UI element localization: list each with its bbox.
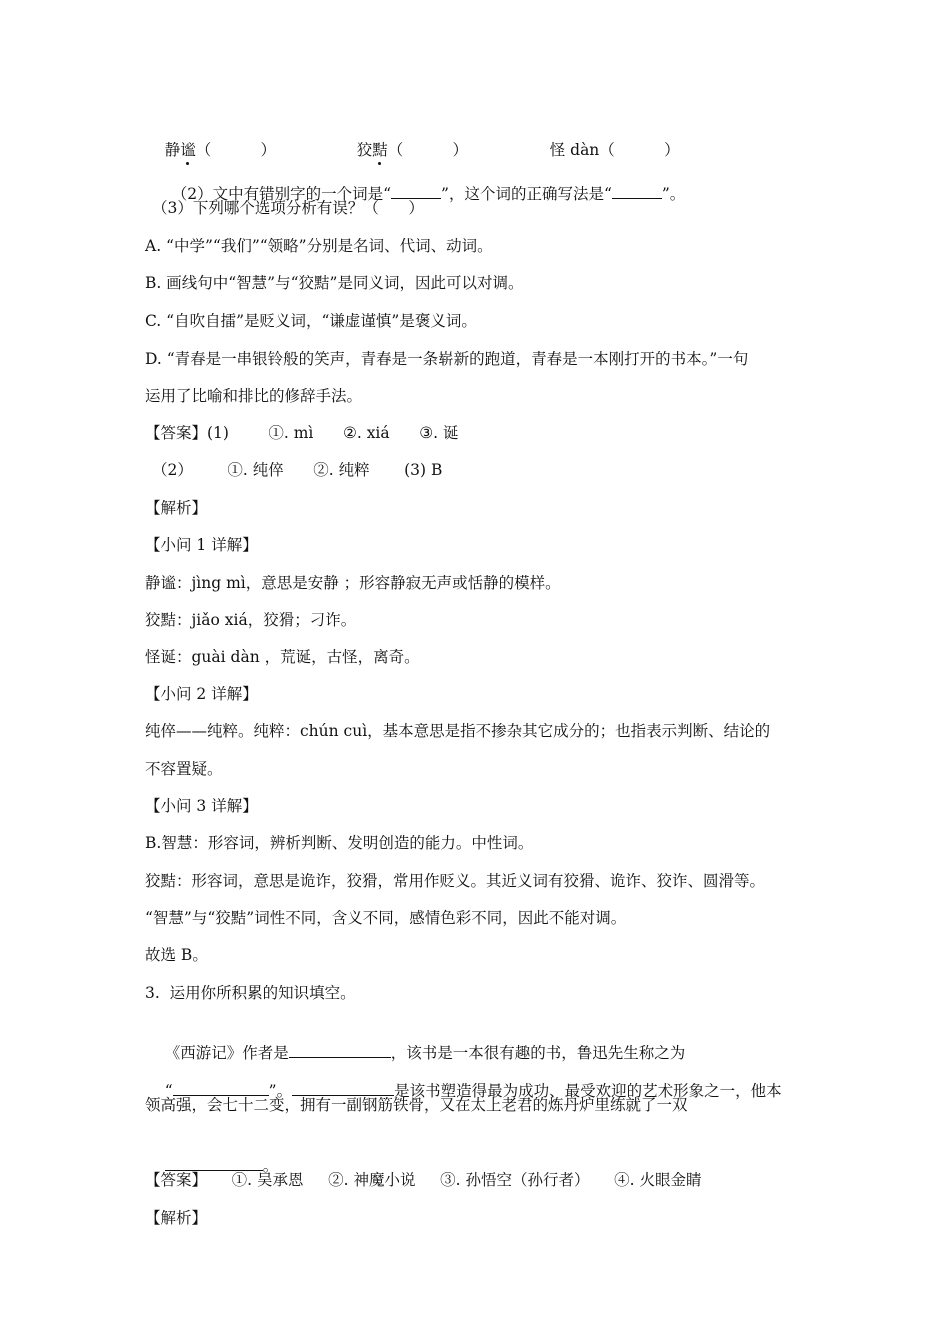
option-d-line2: 运用了比喻和排比的修辞手法。 [145, 387, 363, 405]
sub1-line2: 狡黠：jiǎo xiá，狡猾；刁诈。 [145, 611, 357, 629]
emphasis-dot-char: 黠 [372, 141, 388, 159]
sub2-line1: 纯倅——纯粹。纯粹：chún cuì，基本意思是指不掺杂其它成分的；也指表示判断、结论的 [145, 722, 771, 740]
sub1-label: 【小问 1 详解】 [145, 536, 258, 554]
answer-paren: （ ） [195, 141, 277, 159]
fill-blank [289, 1041, 391, 1058]
option-d-line1: D. “青春是一串银铃般的笑声，青春是一条崭新的跑道，青春是一本刚打开的书本。”一句 [145, 350, 749, 368]
fill-line-4: 。 [145, 1132, 278, 1199]
fill-line-1: 《西游记》作者是 ，该书是一本很有趣的书，鲁迅先生称之为 [145, 1019, 685, 1086]
answer-paren: （ ） [387, 141, 469, 159]
sub3-line2: 狡黠：形容词，意思是诡诈，狡猾，常用作贬义。其近义词有狡猾、诡诈、狡诈、圆滑等。 [145, 872, 766, 890]
option-c: C. “自吹自擂”是贬义词，“谦虚谨慎”是褒义词。 [145, 312, 477, 330]
answer-1-line2: （2） ①. 纯倅 ②. 纯粹 (3) B [152, 461, 443, 479]
analysis-label: 【解析】 [145, 499, 208, 517]
question-3-title: 3. 运用你所积累的知识填空。 [145, 984, 356, 1002]
sub3-line3: “智慧”与“狡黠”词性不同，含义不同，感情色彩不同，因此不能对调。 [145, 909, 627, 927]
emphasis-dot-char: 谧 [180, 141, 196, 159]
pinyin-word-3: 怪 dàn（ ） [549, 141, 680, 159]
sub3-label: 【小问 3 详解】 [145, 797, 258, 815]
sub2-line2: 不容置疑。 [145, 760, 223, 778]
sub2-label: 【小问 2 详解】 [145, 685, 258, 703]
answer-paren: （ ） [599, 141, 680, 159]
question-3: （3）下列哪个选项分析有误？（ ） [152, 199, 424, 217]
pinyin-word-2: 狡黠（ ） [356, 141, 469, 159]
sub3-line4: 故选 B。 [145, 946, 208, 964]
option-a: A. “中学”“我们”“领略”分别是名词、代词、动词。 [145, 237, 493, 255]
fill-line-3: 领高强，会七十二变，拥有一副钢筋铁骨，又在太上老君的炼丹炉里练就了一双 [145, 1096, 688, 1114]
sub3-line1: B.智慧：形容词，辨析判断、发明创造的能力。中性词。 [145, 834, 534, 852]
sub1-line3: 怪诞：guài dàn ，荒诞，古怪，离奇。 [145, 648, 420, 666]
option-b: B. 画线句中“智慧”与“狡黠”是同义词，因此可以对调。 [145, 274, 524, 292]
question-2: （2）文中有错别字的一个词是“ ”，这个词的正确写法是“ ”。 [152, 160, 685, 227]
fill-line-2: “ ”。 是该书塑造得最为成功、最受欢迎的艺术形象之一，他本 [145, 1057, 782, 1124]
word-jingmi: 静谧 [164, 141, 196, 159]
fill-blank [612, 182, 662, 199]
answer-1-line1: 【答案】(1) ①. mì ②. xiá ③. 诞 [145, 424, 459, 442]
analysis-label-2: 【解析】 [145, 1209, 208, 1227]
answer-3: 【答案】 ①. 吴承恩 ②. 神魔小说 ③. 孙悟空（孙行者） ④. 火眼金睛 [145, 1171, 702, 1189]
sub1-line1: 静谧：jìng mì，意思是安静 ；形容静寂无声或恬静的模样。 [145, 574, 561, 592]
